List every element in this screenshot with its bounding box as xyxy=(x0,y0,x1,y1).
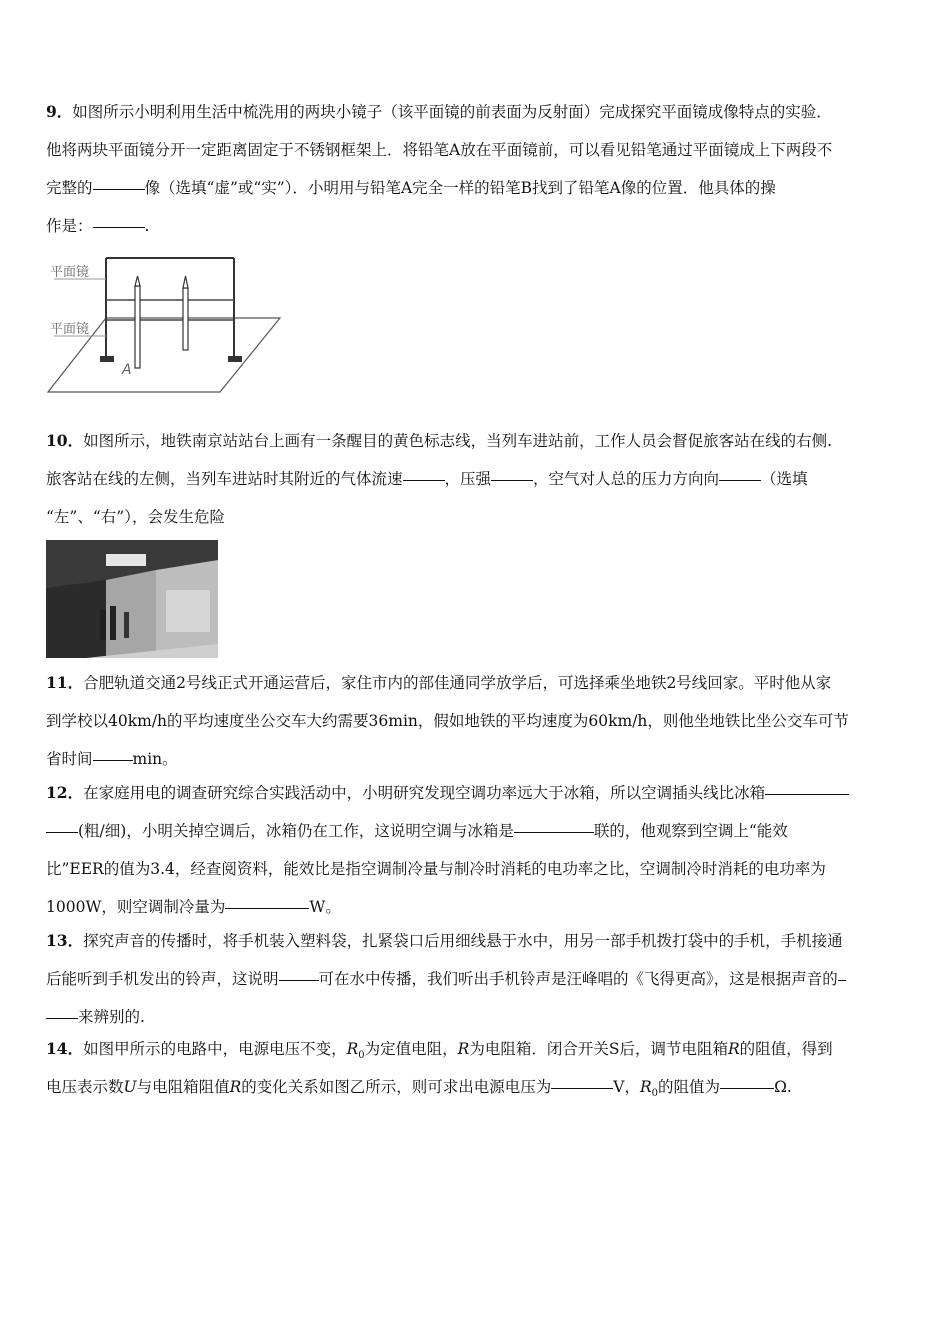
pencil-a xyxy=(135,276,140,368)
answer-blank[interactable] xyxy=(551,1087,613,1089)
mirror-experiment-figure xyxy=(44,252,284,396)
answer-blank-cont xyxy=(46,831,78,833)
mirror-label-top: 平面镜 xyxy=(50,265,90,280)
question-14: 14．如图甲所示的电路中，电源电压不变，$R_0$为定值电阻，R为电阻箱．闭合开关S后，调节电阻箱R的阻值，得到 电压表示数U与电阻箱阻值R的变化关系如图乙所示，则可求出电源电压为 V，$R_0$的阻值为 Ω. xyxy=(46,1039,833,1100)
question-10: 10．如图所示，地铁南京站站台上画有一条醒目的黄色标志线，当列车进站前，工作人员会督促旅客站在线的右侧. 旅客站在线的左侧，当列车进站时其附近的气体流速 ，压强 ，空气对人总的压力方向向 （选填 “左”、“右”），会发生危险 xyxy=(46,431,833,526)
answer-blank[interactable] xyxy=(279,979,319,981)
answer-blank[interactable] xyxy=(403,479,445,481)
question-number: 13． xyxy=(46,931,84,950)
question-9: 9．如图所示小明利用生活中梳洗用的两块小镜子（该平面镜的前表面为反射面）完成探究平面镜成像特点的实验． 他将两块平面镜分开一定距离固定于不锈钢框架上．将铅笔A放在平面镜前，可以看见铅笔通过平面镜成上下两段不 完整的 像（选填“虚”或“实”）．小明用与铅笔A完全一样的铅笔B找到了铅笔A像的位置．他具体的操 作是： . xyxy=(46,102,833,235)
question-number: 10． xyxy=(46,431,84,450)
answer-blank[interactable] xyxy=(225,907,309,909)
answer-blank[interactable] xyxy=(719,479,761,481)
question-number: 9． xyxy=(46,102,73,121)
question-number: 11． xyxy=(46,673,84,692)
question-number: 14． xyxy=(46,1039,84,1058)
answer-blank-cont xyxy=(46,1017,78,1019)
question-11: 11．合肥轨道交通2号线正式开通运营后，家住市内的部佳通同学放学后，可选择乘坐地铁2号线回家。平时他从家 到学校以40km/h的平均速度坐公交车大约需要36min，假如地铁的平均速度为60km/h，则他坐地铁比坐公交车可节 省时间 min。 xyxy=(46,673,849,768)
question-number: 12． xyxy=(46,783,84,802)
answer-blank[interactable] xyxy=(93,226,145,228)
answer-blank[interactable] xyxy=(93,759,133,761)
answer-blank[interactable] xyxy=(838,979,846,981)
question-12: 12．在家庭用电的调查研究综合实践活动中，小明研究发现空调功率远大于冰箱，所以空调插头线比冰箱 (粗/细)，小明关掉空调后，冰箱仍在工作，这说明空调与冰箱是 联的，他观察到空调上“能效 比”EER的值为3.4，经查阅资料，能效比是指空调制冷量与制冷时消耗的电功率之比，空调制冷时消耗的电功率为 1000W，则空调制冷量为 W。 xyxy=(46,774,908,926)
subway-station-photo xyxy=(46,540,218,658)
answer-blank[interactable] xyxy=(93,188,145,190)
answer-blank[interactable] xyxy=(491,479,533,481)
pencil-label: A xyxy=(122,362,132,378)
pencil-a-image xyxy=(183,276,188,350)
mirror-label-bottom: 平面镜 xyxy=(50,322,90,337)
answer-blank[interactable] xyxy=(765,793,849,795)
answer-blank[interactable] xyxy=(720,1087,774,1089)
question-13: 13．探究声音的传播时，将手机装入塑料袋，扎紧袋口后用细线悬于水中，用另一部手机拨打袋中的手机，手机接通 后能听到手机发出的铃声，这说明 可在水中传播，我们听出手机铃声是汪峰唱的《飞得更高》，这是根据声音的 来辨别的. xyxy=(46,922,908,1036)
answer-blank[interactable] xyxy=(514,831,594,833)
